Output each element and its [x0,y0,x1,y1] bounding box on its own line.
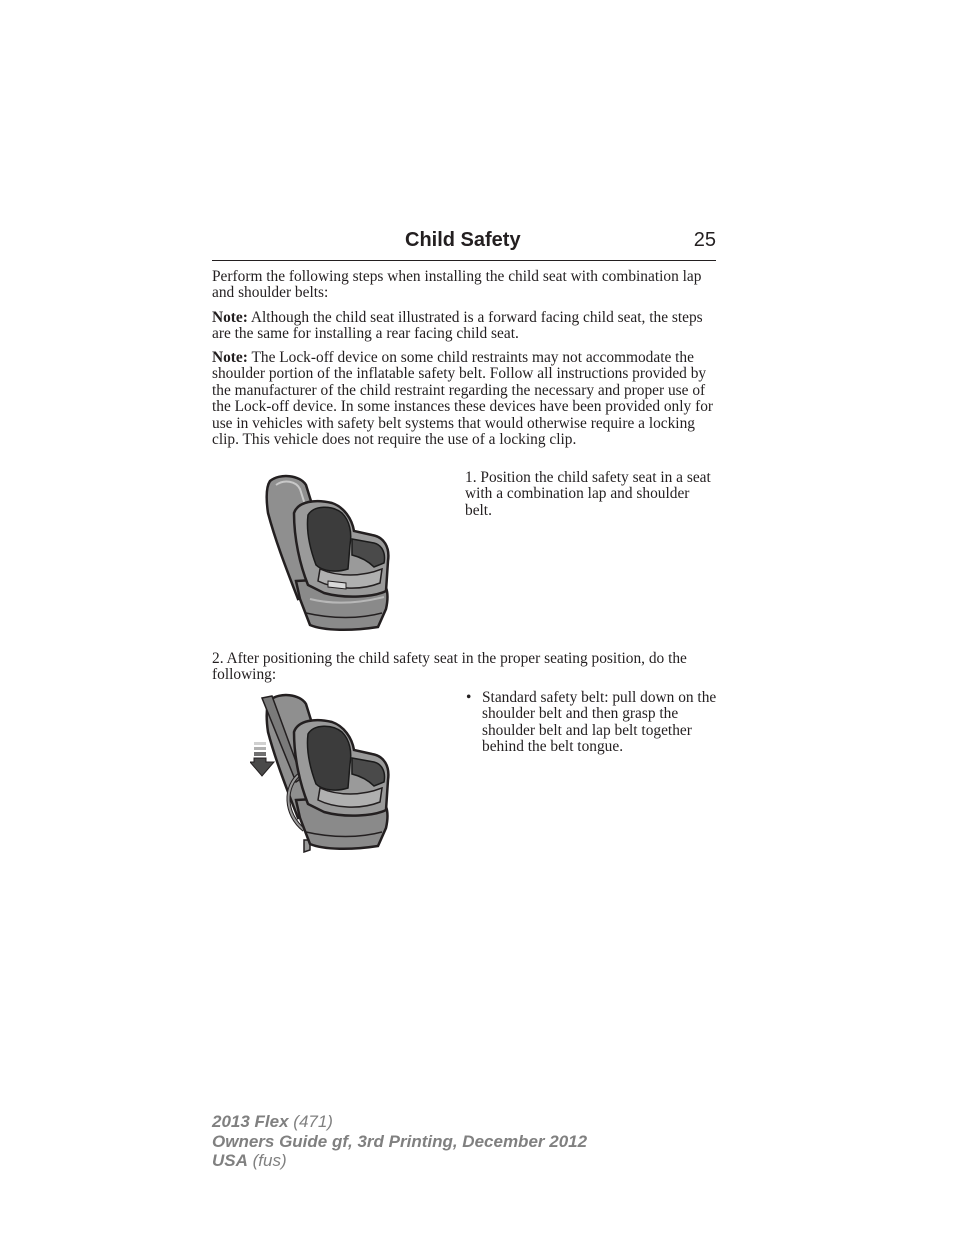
page-footer [212,1112,587,1171]
intro-paragraph: Perform the following steps when installing the child seat with combination lap and shoulder belts: [212,268,702,302]
bullet-text: Standard safety belt: pull down on the shoulder belt and then grasp the shoulder belt and lap belt together behind the belt tongue. [482,689,717,756]
footer-model-code: (471) [288,1112,333,1131]
child-seat-shoulder-belt-pull-down-illustration [250,690,396,853]
note-paragraph-1 [212,310,717,343]
note-paragraph-2 [212,350,717,448]
footer-line-2: Owners Guide gf, 3rd Printing, December 2012 [212,1131,588,1151]
footer-market: USA [212,1151,248,1170]
section-title: Child Safety [405,229,521,251]
note-label: Note: [212,349,248,366]
page-header [212,228,716,261]
footer-line-3 [212,1151,587,1171]
note-text: Although the child seat illustrated is a forward facing child seat, the steps are the same for installing a rear facing child seat. [212,309,703,343]
step-1-text: 1. Position the child safety seat in a seat with a combination lap and shoulder belt. [465,469,711,519]
step-2-text: 2. After positioning the child safety seat in the proper seating position, do the following: [212,650,687,684]
child-seat-in-vehicle-seat-illustration [262,473,396,633]
page-number: 25 [693,229,716,251]
note-label: Note: [212,309,248,326]
bullet-list [465,690,717,756]
footer-market-code: (fus) [247,1151,287,1170]
bullet-icon: • [466,689,472,706]
footer-model: 2013 Flex [212,1112,289,1131]
footer-line-1 [212,1112,587,1132]
list-item [465,690,717,756]
note-text: The Lock-off device on some child restraints may not accommodate the shoulder portion of the inflatable safety belt. Follow all instructions provided by the manufacturer of the child restraint regarding the necessary and proper use of the Lock-off device. In some instances these devices have been provided only for use in vehicles with safety belt systems that would otherwise require a locking clip. This vehicle does not require the use of a locking clip. [212,349,714,449]
